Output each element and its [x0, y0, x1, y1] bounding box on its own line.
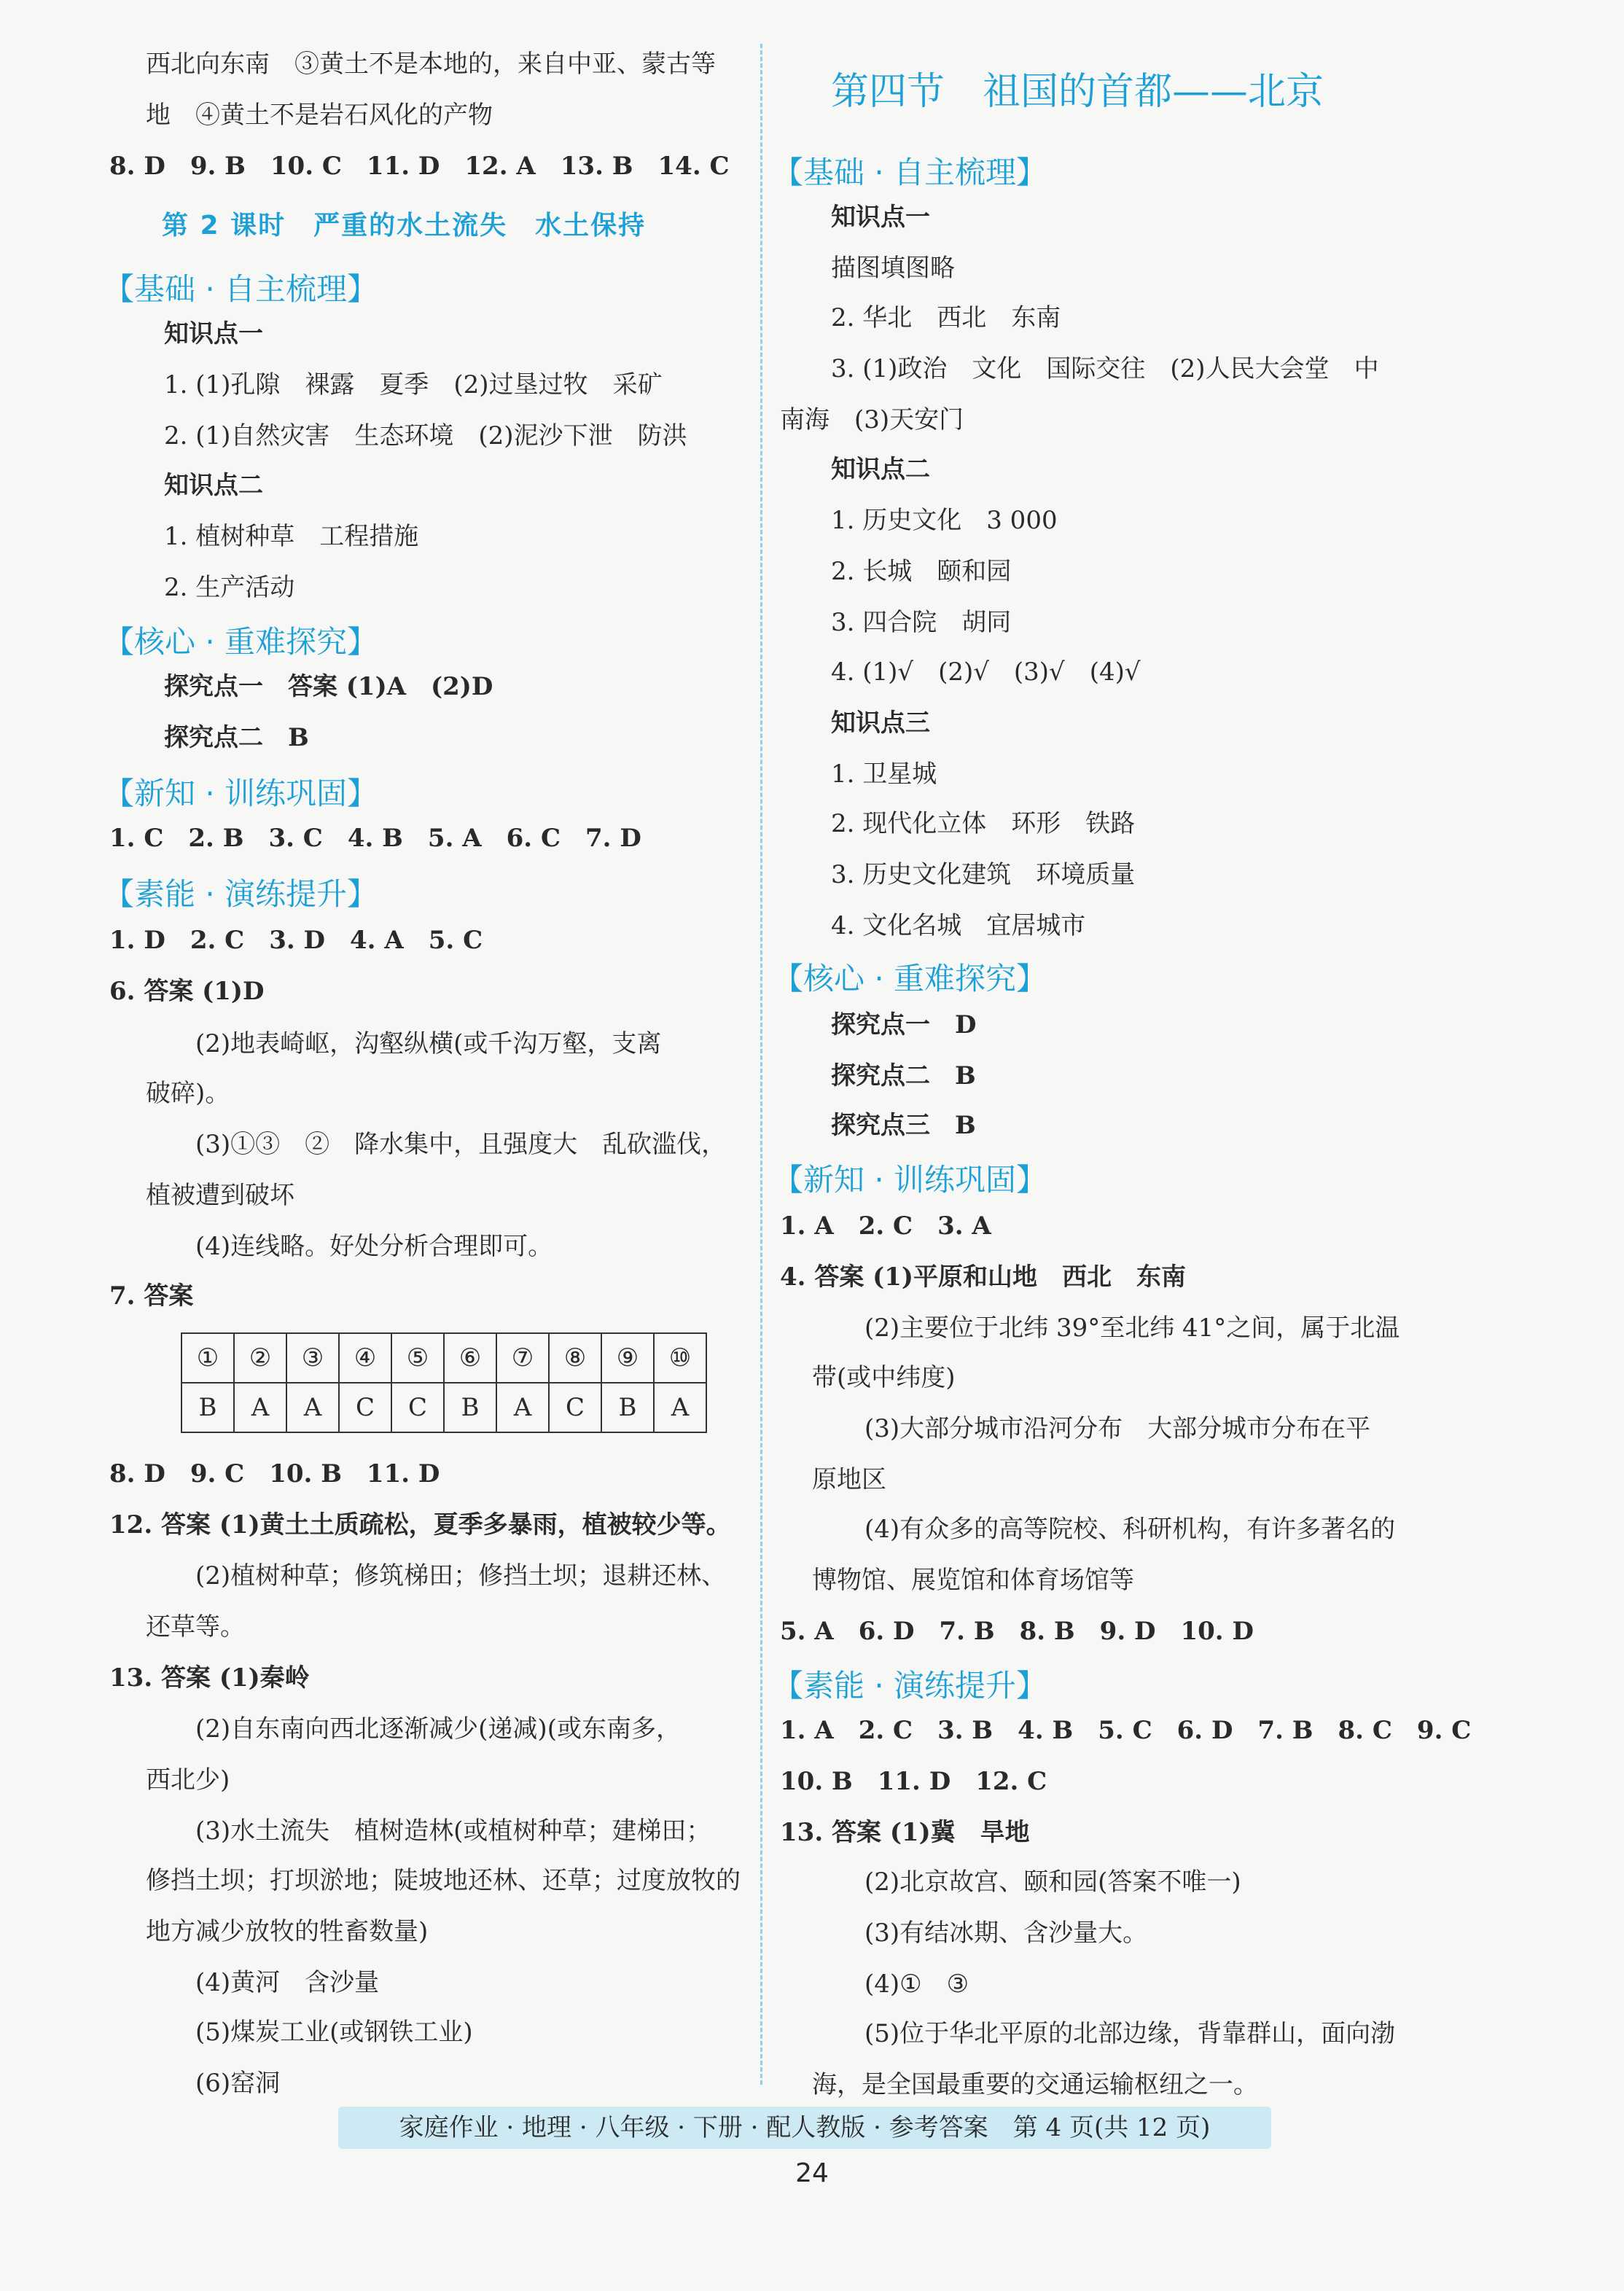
text-line: 西北少) — [146, 1765, 230, 1795]
knowledge-point-label: 知识点二 — [164, 471, 263, 500]
table-cell: ⑧ — [549, 1333, 601, 1383]
lesson-title: 第 2 课时 严重的水土流失 水土保持 — [162, 211, 647, 241]
text-line: (3)有结冰期、含沙量大。 — [864, 1919, 1148, 1948]
text-line: 西北向东南 ③黄土不是本地的，来自中亚、蒙古等 — [146, 50, 716, 79]
section-header-jichu: 【基础 · 自主梳理】 — [104, 271, 378, 307]
answer-line: 1. 植树种草 工程措施 — [164, 522, 419, 551]
text-line: (2)主要位于北纬 39°至北纬 41°之间，属于北温 — [864, 1314, 1400, 1343]
text-line: (2)地表崎岖，沟壑纵横(或千沟万壑，支离 — [195, 1029, 662, 1058]
text-line: 描图填图略 — [831, 254, 955, 283]
table-cell: ⑦ — [496, 1333, 549, 1383]
text-line: (4)① ③ — [864, 1970, 969, 1999]
text-line: (5)位于华北平原的北部边缘，背靠群山，面向渤 — [864, 2019, 1396, 2048]
table-cell: A — [234, 1383, 286, 1432]
table-cell: C — [391, 1383, 444, 1432]
answer-line: 2. 长城 颐和园 — [831, 557, 1012, 586]
answer-line: 1. C 2. B 3. C 4. B 5. A 6. C 7. D — [109, 824, 641, 853]
answer-line: 1. A 2. C 3. B 4. B 5. C 6. D 7. B 8. C 9. C — [780, 1716, 1472, 1745]
table-cell: A — [286, 1383, 339, 1432]
text-line: 原地区 — [812, 1465, 886, 1494]
answer-line: 4. (1)√ (2)√ (3)√ (4)√ — [831, 657, 1141, 687]
text-line: 带(或中纬度) — [812, 1363, 956, 1392]
explore-point: 探究点一 答案 (1)A (2)D — [164, 672, 493, 701]
answer-line: 2. 现代化立体 环形 铁路 — [831, 809, 1136, 838]
question-12: 12. 答案 (1)黄土土质疏松，夏季多暴雨，植被较少等。 — [109, 1510, 731, 1539]
table-cell: ⑥ — [444, 1333, 496, 1383]
answer-line: 1. A 2. C 3. A — [780, 1211, 991, 1241]
answer-line: 5. A 6. D 7. B 8. B 9. D 10. D — [780, 1617, 1254, 1646]
answer-line: 2. (1)自然灾害 生态环境 (2)泥沙下泄 防洪 — [164, 421, 687, 450]
question-6: 6. 答案 (1)D — [109, 977, 265, 1006]
text-line: 地 ④黄土不是岩石风化的产物 — [146, 101, 493, 130]
question-13: 13. 答案 (1)秦岭 — [109, 1663, 310, 1693]
table-cell: B — [181, 1383, 234, 1432]
section-header-suneng: 【素能 · 演练提升】 — [104, 876, 378, 912]
text-line: 修挡土坝；打坝淤地；陡坡地还林、还草；过度放牧的 — [146, 1866, 741, 1895]
table-cell: ① — [181, 1333, 234, 1383]
knowledge-point-label: 知识点一 — [831, 203, 930, 232]
question-4: 4. 答案 (1)平原和山地 西北 东南 — [780, 1262, 1186, 1292]
explore-point: 探究点二 B — [164, 723, 309, 752]
text-line: (3)大部分城市沿河分布 大部分城市分布在平 — [864, 1414, 1371, 1443]
knowledge-point-label: 知识点一 — [164, 319, 263, 348]
text-line: (4)连线略。好处分析合理即可。 — [195, 1232, 553, 1261]
footer-text: 家庭作业 · 地理 · 八年级 · 下册 · 配人教版 · 参考答案 第 4 页(共 12 页) — [399, 2113, 1211, 2142]
text-line: (3)①③ ② 降水集中，且强度大 乱砍滥伐， — [195, 1130, 727, 1159]
answer-line: 4. 文化名城 宜居城市 — [831, 911, 1086, 940]
table-cell: B — [601, 1383, 654, 1432]
text-line: 植被遭到破坏 — [146, 1181, 294, 1210]
table-cell: B — [444, 1383, 496, 1432]
table-cell: A — [496, 1383, 549, 1432]
question-7: 7. 答案 — [109, 1281, 194, 1311]
text-line: 还草等。 — [146, 1612, 245, 1642]
table-cell: A — [654, 1383, 706, 1432]
column-divider — [760, 44, 762, 2085]
knowledge-point-label: 知识点二 — [831, 455, 930, 484]
answer-line: 1. 卫星城 — [831, 760, 937, 789]
text-line: 地方减少放牧的牲畜数量) — [146, 1917, 429, 1946]
table-cell: C — [549, 1383, 601, 1432]
answer-line: 南海 (3)天安门 — [780, 405, 964, 434]
text-line: 破碎)。 — [146, 1079, 230, 1108]
answer-line: 2. 生产活动 — [164, 573, 295, 602]
answer-line: 2. 华北 西北 东南 — [831, 303, 1061, 332]
explore-point: 探究点三 B — [831, 1111, 976, 1140]
text-line: (2)北京故宫、颐和园(答案不唯一) — [864, 1867, 1241, 1897]
answer-line: 8. D 9. C 10. B 11. D — [109, 1459, 440, 1488]
text-line: (3)水土流失 植树造林(或植树种草；建梯田； — [195, 1816, 711, 1846]
text-line: (2)自东南向西北逐渐减少(递减)(或东南多， — [195, 1714, 681, 1744]
section-header-jichu: 【基础 · 自主梳理】 — [773, 155, 1047, 190]
answer-line: 1. 历史文化 3 000 — [831, 506, 1058, 535]
chapter-title: 第四节 祖国的首都——北京 — [831, 70, 1324, 114]
text-line: (4)黄河 含沙量 — [195, 1968, 380, 1997]
explore-point: 探究点二 B — [831, 1061, 976, 1090]
section-header-xinzhi: 【新知 · 训练巩固】 — [104, 776, 378, 811]
table-cell: C — [339, 1383, 391, 1432]
table-cell: ⑤ — [391, 1333, 444, 1383]
table-cell: ③ — [286, 1333, 339, 1383]
text-line: (4)有众多的高等院校、科研机构，有许多著名的 — [864, 1515, 1396, 1544]
answer-line: 3. (1)政治 文化 国际交往 (2)人民大会堂 中 — [831, 354, 1379, 383]
text-line: 博物馆、展览馆和体育场馆等 — [812, 1566, 1134, 1595]
table-cell: ⑩ — [654, 1333, 706, 1383]
question-13: 13. 答案 (1)冀 旱地 — [780, 1818, 1030, 1847]
answer-table — [181, 1332, 707, 1433]
text-line: 海，是全国最重要的交通运输枢纽之一。 — [812, 2070, 1258, 2099]
table-cell: ④ — [339, 1333, 391, 1383]
section-header-hexin: 【核心 · 重难探究】 — [104, 624, 378, 660]
table-row — [181, 1383, 706, 1432]
text-line: (6)窑洞 — [195, 2069, 281, 2098]
text-line: (2)植树种草；修筑梯田；修挡土坝；退耕还林、 — [195, 1561, 727, 1591]
page-number: 24 — [795, 2158, 829, 2188]
table-cell: ⑨ — [601, 1333, 654, 1383]
answer-line: 8. D 9. B 10. C 11. D 12. A 13. B 14. C — [109, 152, 730, 181]
answer-line: 3. 历史文化建筑 环境质量 — [831, 860, 1136, 889]
section-header-xinzhi: 【新知 · 训练巩固】 — [773, 1162, 1047, 1198]
answer-line: 1. D 2. C 3. D 4. A 5. C — [109, 926, 483, 955]
section-header-suneng: 【素能 · 演练提升】 — [773, 1668, 1047, 1703]
text-line: (5)煤炭工业(或钢铁工业) — [195, 2018, 473, 2047]
answer-line: 3. 四合院 胡同 — [831, 608, 1012, 637]
section-header-hexin: 【核心 · 重难探究】 — [773, 961, 1047, 996]
table-row — [181, 1333, 706, 1383]
explore-point: 探究点一 D — [831, 1010, 977, 1039]
answer-line: 1. (1)孔隙 裸露 夏季 (2)过垦过牧 采矿 — [164, 370, 663, 399]
table-cell: ② — [234, 1333, 286, 1383]
answer-line: 10. B 11. D 12. C — [780, 1767, 1047, 1796]
knowledge-point-label: 知识点三 — [831, 709, 930, 738]
